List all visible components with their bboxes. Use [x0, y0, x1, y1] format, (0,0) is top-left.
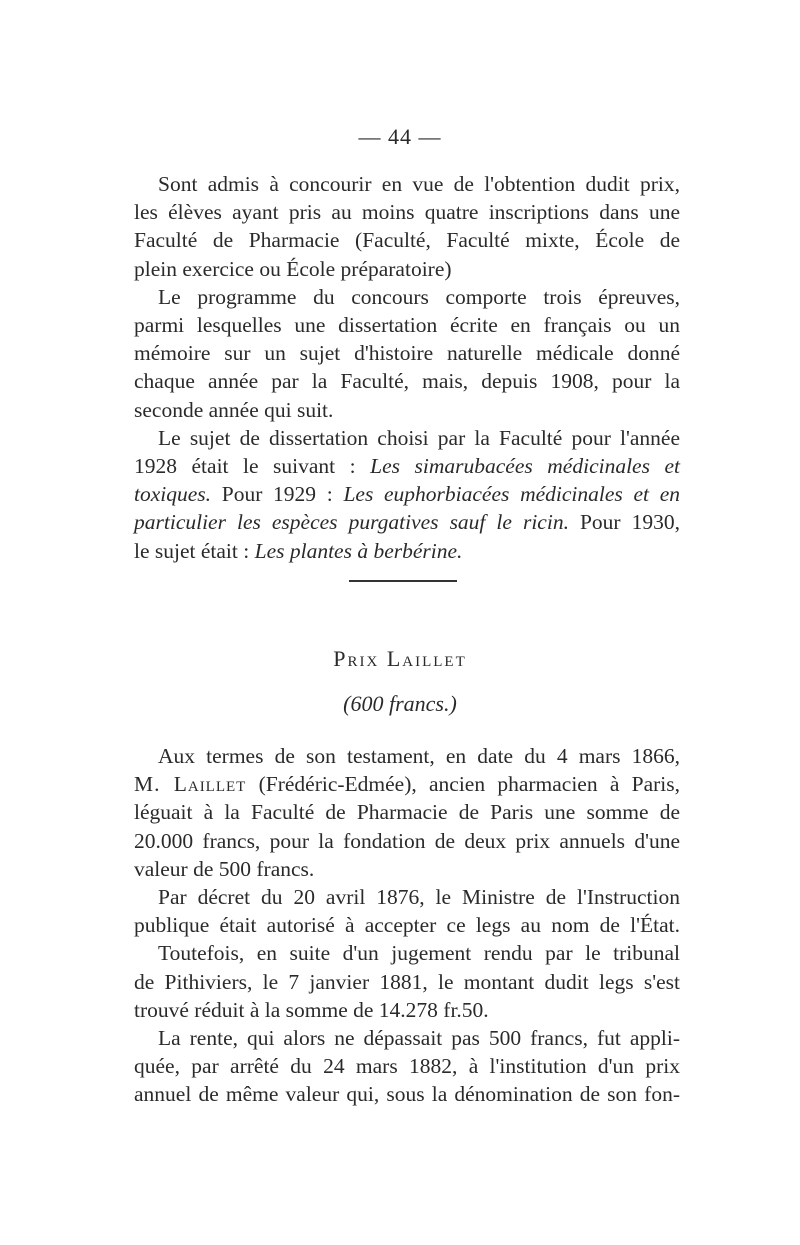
paragraph-admission-and-subjects — [134, 170, 680, 565]
text-line: mémoire sur un sujet d'histoire naturelle médicale donné — [134, 341, 680, 366]
text-line: Par décret du 20 avril 1876, le Ministre de l'Instruction — [158, 885, 680, 910]
text-run: le sujet était : — [134, 538, 255, 563]
text-line: les élèves ayant pris au moins quatre inscriptions dans une — [134, 200, 680, 225]
italic-title-1928: Les simarubacées médicinales et — [370, 454, 680, 479]
italic-title-1930: Les plantes à berbérine. — [254, 538, 463, 563]
text-line: plein exercice ou École préparatoire) — [134, 256, 452, 281]
text-run: (Frédéric-Edmée), ancien pharmacien à Paris, — [246, 772, 680, 797]
text-line — [134, 537, 680, 565]
prize-amount: (600 francs.) — [343, 691, 457, 716]
text-line: Aux termes de son testament, en date du 4 mars 1866, — [158, 744, 680, 768]
text-line: chaque année par la Faculté, mais, depuis 1908, pour la — [134, 369, 680, 394]
text-run: Pour 1929 : — [211, 482, 344, 507]
italic-title-1929-end: particulier les espèces purgatives sauf le ricin. — [134, 510, 569, 535]
text-line: Faculté de Pharmacie (Faculté, Faculté mixte, École de — [134, 228, 680, 253]
text-line: trouvé réduit à la somme de 14.278 fr.50. — [134, 997, 489, 1022]
text-line: léguait à la Faculté de Pharmacie de Paris une somme de — [134, 800, 680, 825]
text-line: seconde année qui suit. — [134, 397, 334, 422]
italic-title-1928-end: toxiques. — [134, 482, 212, 507]
text-line: quée, par arrêté du 24 mars 1882, à l'institution d'un prix — [134, 1054, 680, 1079]
text-line: Sont admis à concourir en vue de l'obtention dudit prix, — [158, 172, 680, 196]
text-line: Le sujet de dissertation choisi par la Faculté pour l'année — [158, 425, 680, 450]
person-name: M. Laillet — [134, 772, 247, 797]
text-run: 1928 était le suivant : — [134, 454, 356, 479]
text-line — [134, 452, 680, 480]
section-heading: Prix Laillet — [333, 646, 467, 671]
page-number: — 44 — — [358, 124, 442, 149]
text-line — [134, 480, 680, 508]
text-line: de Pithiviers, le 7 janvier 1881, le montant dudit legs s'est — [134, 969, 680, 994]
text-line: 20.000 francs, pour la fondation de deux prix annuels d'une — [134, 828, 680, 853]
text-line: Le programme du concours comporte trois épreuves, — [158, 284, 680, 309]
italic-title-1929: Les euphorbiacées médicinales et en — [343, 482, 680, 507]
text-run: Pour 1930, — [568, 510, 680, 535]
text-line — [134, 508, 680, 536]
text-line — [134, 770, 680, 798]
paragraph-laillet-prize — [134, 742, 680, 1109]
section-divider — [349, 580, 457, 582]
text-line: valeur de 500 francs. — [134, 856, 315, 881]
text-line: annuel de même valeur qui, sous la dénomination de son fon- — [134, 1082, 680, 1107]
text-line: Toutefois, en suite d'un jugement rendu par le tribunal — [158, 941, 680, 966]
text-line: parmi lesquelles une dissertation écrite en français ou un — [134, 313, 680, 338]
text-line: La rente, qui alors ne dépassait pas 500 francs, fut appli- — [158, 1026, 680, 1051]
text-line: publique était autorisé à accepter ce legs au nom de l'État. — [134, 913, 680, 938]
